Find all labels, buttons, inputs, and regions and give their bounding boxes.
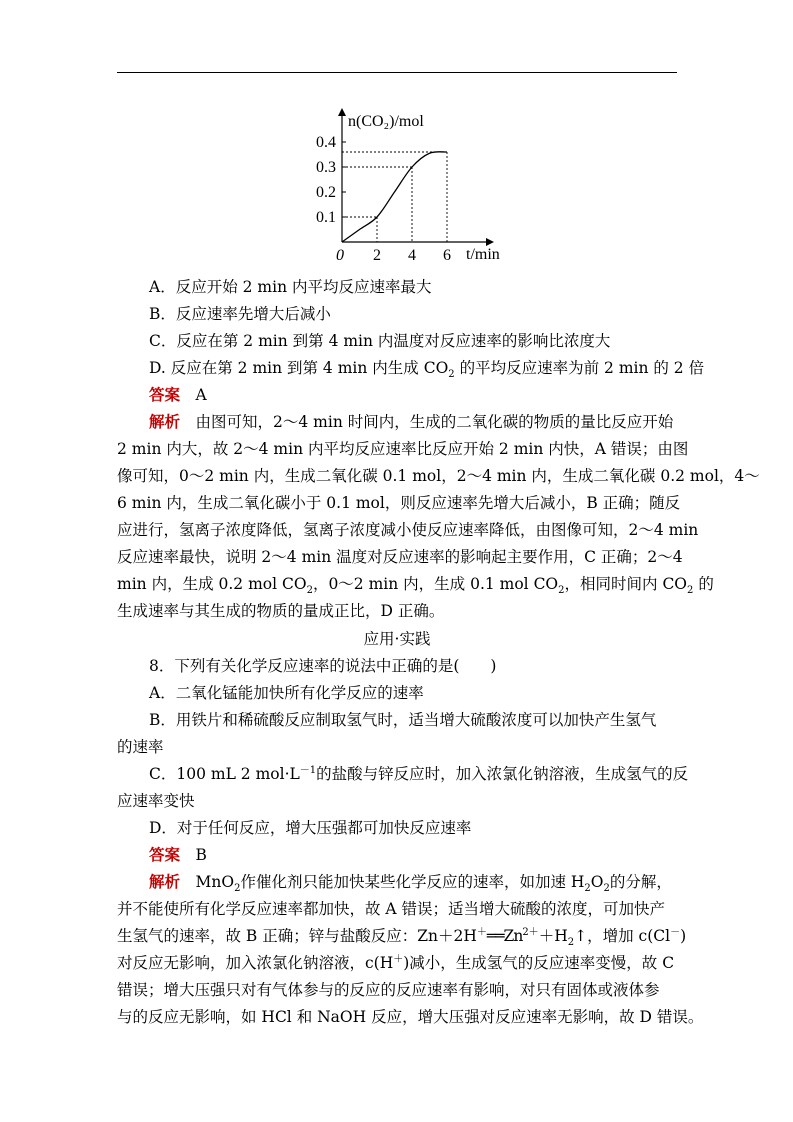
q8-option-d: D．对于任何反应，增大压强都可加快反应速率 [149,819,472,837]
q7-analysis-line: 解析 由图可知，2～4 min 时间内，生成的二氧化碳的物质的量比反应开始 [149,412,674,431]
x-tick-label: 6 [443,247,451,264]
tick-group [316,134,451,264]
q7-option-b: B．反应速率先增大后减小 [149,305,331,323]
q8-analysis-line: 生氢气的速率，故 B 正确；锌与盐酸反应：$Zn+2H^+══Zn^{2+}+H_2↑$，增加 c(Cl－) [117,926,687,949]
q7-option-d: D. 反应在第 2 min 到第 4 min 内生成 $CO_2$ 的平均反应速率为前 2 min 的 2 倍 [149,359,705,381]
chart-svg [316,100,516,272]
y-tick-label: 0.4 [316,134,336,151]
y-axis-label: n(CO₂)/mol [348,113,424,130]
q7-analysis-line: 2 min 内大，故 2～4 min 内平均反应速率比反应开始 2 min 内快，A 错误；由图 [117,440,689,458]
guide-group [342,152,447,242]
q8-option-c: C．100 mL 2 $mol\cdot L^{-1}$的盐酸与锌反应时，加入浓氯化钠溶液，生成氢气的反 [149,764,689,783]
q8-answer: 答案 B [149,845,207,864]
q7-answer: 答案 A [149,385,207,404]
header-rule [117,72,677,73]
q8-analysis-line: 与的反应无影响，如 HCl 和 NaOH 反应，增大压强对反应速率无影响，故 D 错误。 [117,1008,704,1026]
q8-analysis-line: 并不能使所有化学反应速率都加快，故 A 错误；适当增大硫酸的浓度，可加快产 [117,900,666,918]
y-tick-label: 0.3 [316,159,336,176]
y-tick-label: 0.1 [316,209,336,226]
origin-label: 0 [336,247,344,264]
q8-analysis-line: 对反应无影响，加入浓氯化钠溶液，c(H＋)减小，生成氢气的反应速率变慢，故 C [117,953,675,972]
q8-option-a: A．二氧化锰能加快所有化学反应的速率 [149,684,424,702]
q7-option-a: A．反应开始 2 min 内平均反应速率最大 [149,278,432,296]
x-tick-label: 2 [373,247,381,264]
co2-curve [342,152,447,242]
section-title: 应用·实践 [363,630,431,648]
q8-analysis-line: 错误；增大压强只对有气体参与的反应的反应速率有影响，对只有固体或液体参 [117,981,660,999]
q8-stem: 8．下列有关化学反应速率的说法中正确的是( ) [149,657,497,675]
q8-analysis-line: 解析 MnO$_2$作催化剂只能加快某些化学反应的速率，如加速 $H_2O_2$的分解， [149,872,672,895]
q7-analysis-line: 6 min 内，生成二氧化碳小于 0.1 mol，则反应速率先增大后减小，B 正确；随反 [117,494,681,512]
y-axis-arrow [338,108,346,116]
q7-analysis-line: 应进行，氢离子浓度降低，氢离子浓度减小使反应速率降低，由图像可知，2～4 min [117,521,699,539]
q7-analysis-line: min 内，生成 0.2 mol $CO_2$，0～2 min 内，生成 0.1 mol $CO_2$，相同时间内 $CO_2$ 的 [117,575,714,597]
y-tick-label: 0.2 [316,184,336,201]
x-tick-label: 4 [408,247,416,264]
q7-analysis-line: 反应速率最快，说明 2～4 min 温度对反应速率的影响起主要作用，C 正确；2～4 [117,548,683,566]
q7-analysis-line: 像可知，0～2 min 内，生成二氧化碳 0.1 mol，2～4 min 内，生成二氧化碳 0.2 mol，4～ [117,467,760,485]
x-axis-arrow [486,238,494,246]
q8-option-b: B．用铁片和稀硫酸反应制取氢气时，适当增大硫酸浓度可以加快产生氢气 [149,711,657,729]
q7-analysis-line: 生成速率与其生成的物质的量成正比，D 正确。 [117,602,445,620]
co2-chart [316,100,516,272]
x-axis-label: t/min [466,246,500,263]
q7-option-c: C．反应在第 2 min 到第 4 min 内温度对反应速率的影响比浓度大 [149,332,611,350]
q8-option-c-cont: 应速率变快 [117,792,195,810]
q8-option-b-cont: 的速率 [117,738,164,756]
